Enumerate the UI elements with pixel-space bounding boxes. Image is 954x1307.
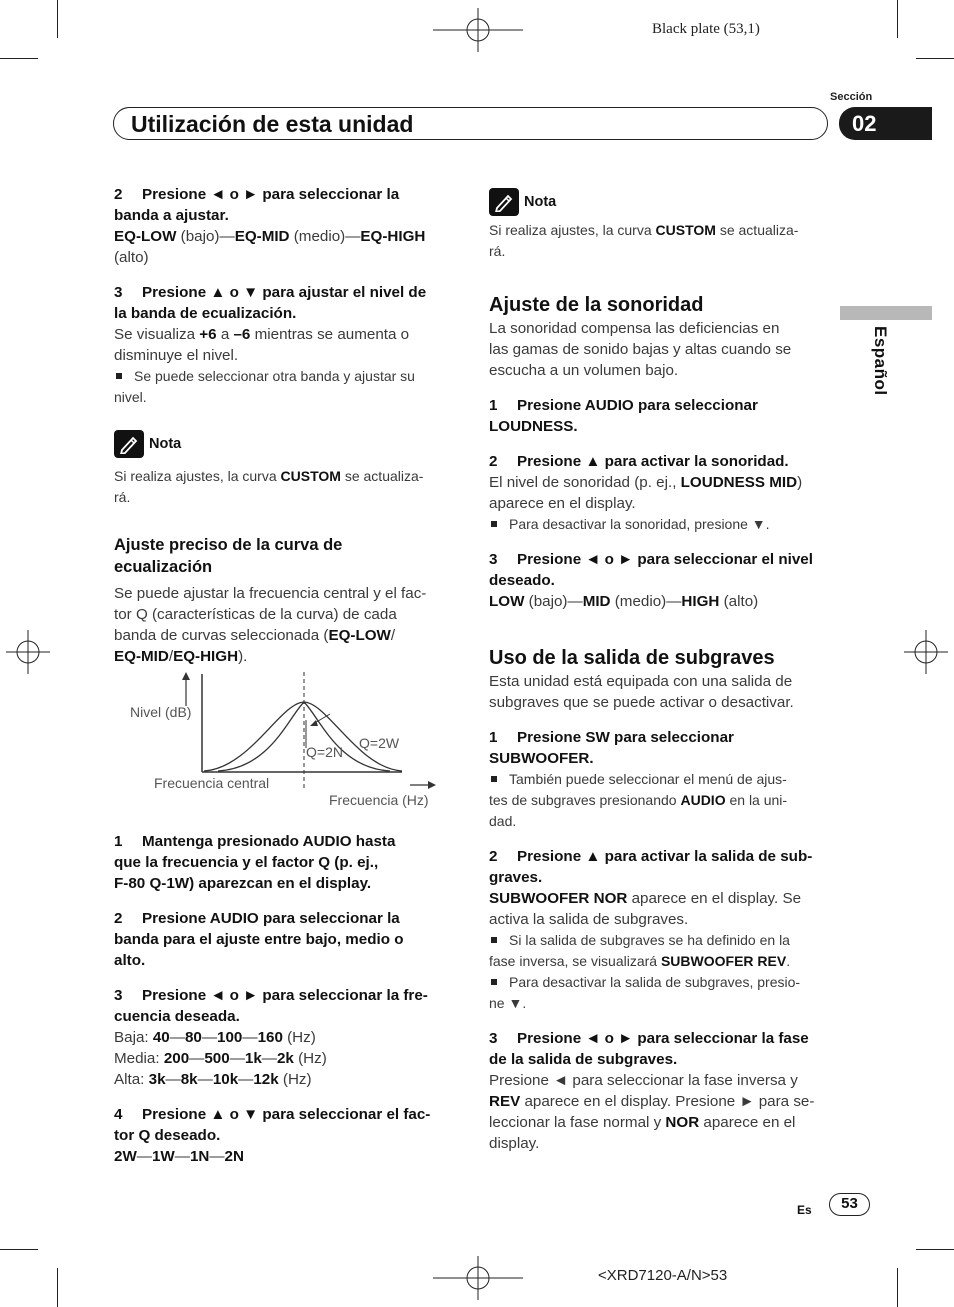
subsection-title: Ajuste preciso de la curva de — [114, 536, 343, 554]
chart-label-q2n: Q=2N — [306, 744, 343, 760]
note-header: Nota — [114, 430, 454, 458]
chart-label-nivel: Nivel (dB) — [130, 704, 192, 720]
crop-mark — [0, 1249, 38, 1250]
registration-mark-icon — [904, 630, 948, 674]
bullet-item: Si la salida de subgraves se ha definido en la — [489, 930, 834, 951]
bullet-item: Para desactivar la salida de subgraves, presio- — [489, 972, 834, 993]
crop-mark — [57, 0, 58, 38]
page-number: 53 — [841, 1195, 858, 1212]
crop-mark — [57, 1268, 58, 1307]
bullet-item: Para desactivar la sonoridad, presione ▼. — [489, 514, 834, 535]
registration-mark-icon — [6, 630, 50, 674]
left-column-lower: 1 Mantenga presionado AUDIO hasta que la frecuencia y el factor Q (p. ej., F-80 Q-1W) aparezcan en el display. 2 Presione AUDIO para seleccionar la banda para el ajuste entre bajo, medio o alto. 3 Presione ◄ o ► para seleccionar la fre- cuencia deseada. Baja: 40—80—100—160 (Hz) Media: 200—500—1k—2k (Hz) Alta: 3k—8k—10k—12k (Hz) 4 Presione ▲ o ▼ para seleccionar el fac- tor Q deseado. 2W—1W—1N—2N — [114, 831, 454, 1167]
bullet-square-icon — [116, 373, 122, 379]
chart-label-freq: Frecuencia (Hz) — [329, 792, 429, 808]
freq-baja: Baja: 40—80—100—160 (Hz) — [114, 1029, 316, 1046]
bullet-item: Se puede seleccionar otra banda y ajustar su — [114, 366, 454, 387]
step-2-title: 2 Presione ◄ o ► para seleccionar la — [114, 186, 400, 203]
freq-media: Media: 200—500—1k—2k (Hz) — [114, 1050, 327, 1067]
page-title: Utilización de esta unidad — [131, 111, 414, 137]
bullet-square-icon — [491, 979, 497, 985]
crop-mark — [916, 1249, 954, 1250]
q-factor-list: 2W—1W—1N—2N — [114, 1148, 244, 1165]
left-column: 2 Presione ◄ o ► para seleccionar la banda a ajustar. EQ-LOW (bajo)—EQ-MID (medio)—EQ-HIGH (alto) 3 Presione ▲ o ▼ para ajustar el nivel de la banda de ecualización. Se visualiza +6 a –6 mientras se aumenta o disminuye el nivel. Se puede seleccionar otra banda y ajustar su nivel. Nota Si realiza ajustes, la curva CUSTOM se actualiza- rá. Ajuste preciso de la curva de ecualización Se puede ajustar la frecuencia central y el fac- tor Q (características de la curva) de cada banda de curvas seleccionada (EQ-LOW/ EQ-MID/EQ-HIGH). — [114, 184, 454, 667]
section-heading-loudness: Ajuste de la sonoridad — [489, 294, 704, 316]
note-header: Nota — [489, 188, 834, 216]
registration-mark-icon — [433, 8, 523, 52]
eq-curve-diagram — [120, 668, 450, 813]
registration-mark-icon — [433, 1256, 523, 1300]
chart-label-q2w: Q=2W — [359, 735, 400, 751]
section-number: 02 — [852, 111, 877, 136]
section-heading-subwoofer: Uso de la salida de subgraves — [489, 647, 775, 669]
step-3-title: 3 Presione ▲ o ▼ para ajustar el nivel de — [114, 284, 427, 301]
plate-label: Black plate (53,1) — [652, 21, 760, 37]
freq-alta: Alta: 3k—8k—10k—12k (Hz) — [114, 1071, 312, 1088]
crop-mark — [897, 0, 898, 38]
right-column: Nota Si realiza ajustes, la curva CUSTOM se actualiza- rá. Ajuste de la sonoridad La sonoridad compensa las deficiencias en las gamas de sonido bajas y altas cuando se escucha a un volumen bajo. 1 Presione AUDIO para seleccionar LOUDNESS. 2 Presione ▲ para activar la sonoridad. El nivel de sonoridad (p. ej., LOUDNESS MID) aparece en el display. Para desactivar la sonoridad, presione ▼. 3 Presione ◄ o ► para seleccionar el nivel deseado. LOW (bajo)—MID (medio)—HIGH (alto) Uso de la salida de subgraves Esta unidad está equipada con una salida de subgraves que se puede activar o desactivar. 1 Presione SW para seleccionar SUBWOOFER. También puede seleccionar el menú de ajus- tes de subgraves presionando AUDIO en la uni- dad. 2 Presione ▲ para activar la salida de sub- graves. SUBWOOFER NOR aparece en el display. Se activa la salida de subgraves. Si la salida de subgraves se ha definido en la fase inversa, se visualizará SUBWOOFER REV. Para desactivar la salida de subgraves, presio- ne ▼. 3 Presione ◄ o ► para seleccionar la fase de la salida de subgraves. Presione ◄ para seleccionar la fase inversa y REV aparece en el display. Presione ► para se- leccionar la fase normal y NOR aparece en el display. — [489, 188, 834, 1154]
eq-band-list: EQ-LOW (bajo)—EQ-MID (medio)—EQ-HIGH — [114, 228, 426, 245]
bullet-square-icon — [491, 937, 497, 943]
note-pencil-icon — [114, 430, 144, 458]
crop-mark — [916, 58, 954, 59]
section-label: Sección — [830, 91, 873, 103]
note-pencil-icon — [489, 188, 519, 216]
crop-mark — [897, 1268, 898, 1307]
document-code: <XRD7120-A/N>53 — [598, 1267, 728, 1284]
bullet-item: También puede seleccionar el menú de ajus- — [489, 769, 834, 790]
language-tab — [840, 306, 932, 320]
bullet-square-icon — [491, 521, 497, 527]
language-label: Español — [871, 326, 890, 396]
crop-mark — [0, 58, 38, 59]
bullet-square-icon — [491, 776, 497, 782]
footer-language: Es — [797, 1203, 812, 1217]
chart-label-central: Frecuencia central — [154, 775, 270, 791]
